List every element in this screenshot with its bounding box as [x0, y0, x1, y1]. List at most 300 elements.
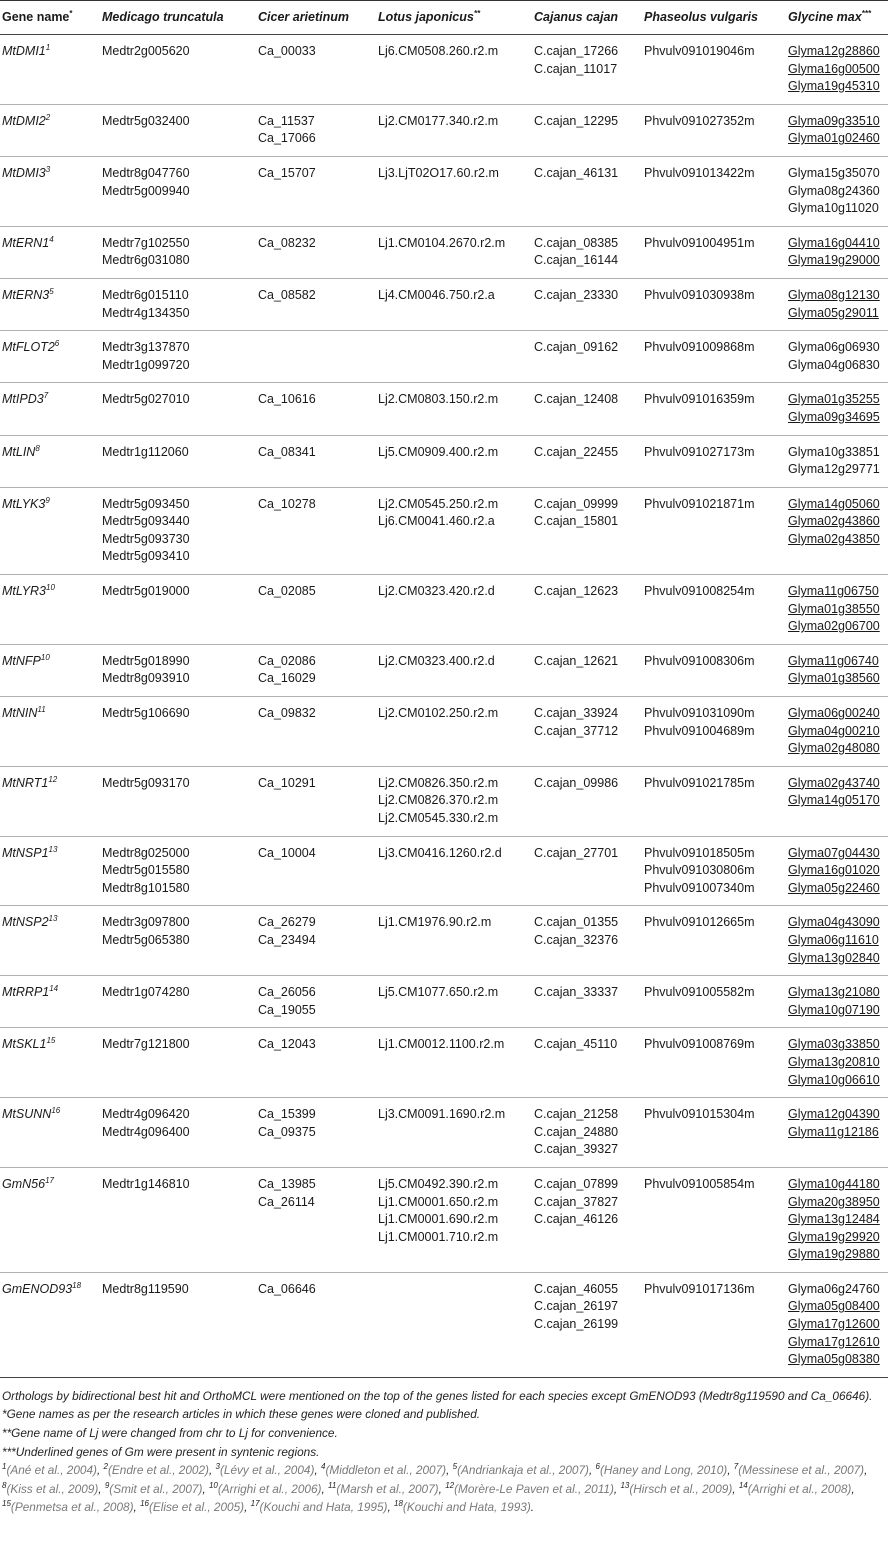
gene-id: Phvulv091005854m [644, 1176, 755, 1191]
gene-id: Medtr5g019000 [102, 584, 190, 599]
gene-name: MtNSP2 [2, 915, 49, 930]
gene-name-cell [0, 1272, 98, 1377]
glycine-cell [784, 487, 888, 574]
table-row [0, 644, 888, 696]
glycine-cell [784, 435, 888, 487]
gene-id: Lj6.CM0041.460.r2.a [378, 514, 495, 529]
gene-id: Lj5.CM1077.650.r2.m [378, 985, 499, 1000]
gene-id: Phvulv091021871m [644, 496, 755, 511]
gene-id: Ca_08582 [258, 287, 316, 302]
gene-name: MtDMI1 [2, 44, 46, 58]
medicago-cell [98, 976, 254, 1028]
medicago-cell [98, 766, 254, 836]
gene-id: Medtr7g121800 [102, 1037, 190, 1052]
gene-id: Medtr5g065380 [102, 932, 190, 947]
gene-id: Lj5.CM0909.400.r2.m [378, 444, 499, 459]
medicago-cell [98, 836, 254, 906]
header-lotus: Lotus japonicus** [374, 1, 530, 35]
gene-id: Ca_09832 [258, 706, 316, 721]
medicago-cell [98, 383, 254, 435]
reference-item [216, 1463, 315, 1477]
table-row [0, 766, 888, 836]
medicago-cell [98, 1028, 254, 1098]
phaseolus-cell [640, 156, 784, 226]
gene-id: Medtr5g093170 [102, 775, 190, 790]
gene-id: Ca_16029 [258, 671, 316, 686]
gene-id: Lj2.CM0323.400.r2.d [378, 653, 495, 668]
table-row [0, 906, 888, 976]
reference-number: 7 [733, 1462, 739, 1472]
cicer-cell [254, 331, 374, 383]
gene-reference-number: 4 [49, 234, 54, 244]
gene-id: C.cajan_17266 [534, 44, 619, 58]
gene-id: Lj6.CM0508.260.r2.m [378, 44, 499, 58]
gene-id: Ca_08232 [258, 235, 316, 250]
gene-id: Phvulv091017136m [644, 1281, 755, 1296]
cajanus-cell [530, 156, 640, 226]
reference-citation: (Lévy et al., 2004) [219, 1463, 315, 1478]
gene-id: Medtr1g112060 [102, 444, 189, 459]
gene-id: C.cajan_21258 [534, 1107, 619, 1122]
gene-id: Glyma03g33850 [788, 1037, 880, 1052]
phaseolus-cell [640, 836, 784, 906]
glycine-cell [784, 1272, 888, 1377]
gene-name-cell [0, 906, 98, 976]
cajanus-cell [530, 976, 640, 1028]
gene-id: Lj5.CM0492.390.r2.m [378, 1176, 499, 1191]
gene-id: Glyma17g12610 [788, 1334, 880, 1349]
gene-id: Medtr4g096420 [102, 1107, 190, 1122]
gene-reference-number: 17 [45, 1175, 54, 1185]
gene-reference-number: 13 [48, 844, 58, 854]
gene-id: C.cajan_37827 [534, 1194, 619, 1209]
note-lotus: **Gene name of Lj were changed from chr to Lj for convenience. [2, 1426, 338, 1441]
reference-item [620, 1482, 732, 1496]
header-cicer: Cicer arietinum [254, 1, 374, 35]
reference-citation: (Kiss et al., 2009) [6, 1481, 99, 1496]
gene-id: C.cajan_12623 [534, 584, 619, 599]
gene-id: Medtr8g025000 [102, 845, 190, 860]
phaseolus-cell [640, 1272, 784, 1377]
gene-id: Lj2.CM0323.420.r2.d [378, 584, 495, 599]
gene-id: Lj2.CM0826.370.r2.m [378, 793, 499, 808]
gene-id: Glyma11g06750 [788, 584, 879, 599]
cajanus-cell [530, 35, 640, 105]
lotus-cell [374, 697, 530, 767]
gene-id: Medtr8g093910 [102, 671, 190, 686]
gene-id: Glyma04g00210 [788, 723, 880, 738]
gene-id: Ca_12043 [258, 1037, 316, 1052]
cajanus-cell [530, 644, 640, 696]
gene-id: Glyma02g48080 [788, 741, 880, 756]
reference-number: 17 [250, 1499, 260, 1509]
gene-id: C.cajan_08385 [534, 235, 619, 250]
gene-id: Medtr8g101580 [102, 880, 190, 895]
gene-name: MtNFP [2, 653, 41, 668]
gene-name: MtRRP1 [2, 985, 50, 1000]
lotus-cell [374, 156, 530, 226]
gene-reference-number: 14 [49, 984, 59, 993]
cajanus-cell [530, 487, 640, 574]
header-glycine: Glycine max*** [784, 1, 888, 35]
gene-id: Glyma20g38950 [788, 1194, 880, 1209]
cicer-cell [254, 836, 374, 906]
gene-id: Ca_06646 [258, 1281, 316, 1296]
cajanus-cell [530, 836, 640, 906]
reference-number: 16 [140, 1499, 149, 1509]
table-row [0, 697, 888, 767]
cajanus-cell [530, 226, 640, 278]
gene-id: Glyma05g08400 [788, 1299, 880, 1314]
reference-number: 13 [620, 1480, 630, 1490]
gene-id: Glyma17g12600 [788, 1317, 880, 1332]
lotus-cell [374, 644, 530, 696]
gene-id: C.cajan_12295 [534, 113, 619, 128]
gene-id: Glyma06g24760 [788, 1281, 880, 1296]
header-row [0, 1, 888, 35]
phaseolus-cell [640, 104, 784, 156]
gene-id: Glyma05g22460 [788, 880, 880, 895]
note-gene-names: *Gene names as per the research articles in which these genes were cloned and published. [2, 1407, 481, 1422]
cicer-cell [254, 226, 374, 278]
lotus-cell [374, 35, 530, 105]
gene-id: Phvulv091005582m [644, 985, 755, 1000]
gene-id: C.cajan_27701 [534, 845, 619, 860]
gene-reference-number: 10 [40, 652, 50, 662]
gene-name-cell [0, 35, 98, 105]
gene-id: Phvulv091007340m [644, 880, 755, 895]
glycine-cell [784, 104, 888, 156]
gene-id: C.cajan_12408 [534, 392, 619, 407]
gene-name: MtDMI3 [2, 165, 46, 180]
lotus-cell [374, 976, 530, 1028]
gene-id: Glyma19g29000 [788, 253, 880, 268]
reference-item [734, 1463, 864, 1477]
gene-id: Medtr3g137870 [102, 340, 190, 355]
gene-reference-number: 6 [54, 338, 60, 348]
reference-item [2, 1500, 134, 1514]
reference-citation: (Hirsch et al., 2009) [629, 1481, 733, 1496]
gene-id: Glyma09g33510 [788, 113, 880, 128]
reference-item [739, 1482, 852, 1496]
gene-id: Medtr6g015110 [102, 287, 189, 302]
gene-id: Ca_10616 [258, 392, 316, 407]
reference-citation: (Kouchi and Hata, 1993) [402, 1500, 531, 1515]
note-orthologs: Orthologs by bidirectional best hit and OrthoMCL were mentioned on the top of the genes listed for each species except GmENOD93 (Medtr8g119590 and Ca_06646). [2, 1388, 873, 1403]
gene-id: Ca_13985 [258, 1176, 316, 1191]
table-row [0, 278, 888, 330]
gene-id: Ca_26279 [258, 915, 316, 930]
table-row [0, 35, 888, 105]
gene-id: Lj1.CM0001.650.r2.m [378, 1194, 499, 1209]
medicago-cell [98, 487, 254, 574]
gene-id: Medtr7g102550 [102, 235, 190, 250]
reference-citation: (Endre et al., 2002) [107, 1463, 209, 1478]
gene-id: Phvulv091019046m [644, 44, 755, 58]
gene-id: Ca_11537 [258, 113, 315, 128]
gene-id: Glyma11g12186 [788, 1124, 879, 1139]
gene-id: Lj2.CM0545.330.r2.m [378, 811, 499, 825]
gene-id: Glyma14g05060 [788, 496, 880, 511]
table-row [0, 226, 888, 278]
gene-reference-number: 12 [48, 774, 58, 784]
gene-id: Glyma13g21080 [788, 985, 880, 1000]
gene-id: Glyma06g11610 [788, 932, 879, 947]
gene-id: Glyma02g43850 [788, 531, 880, 546]
gene-name: MtERN3 [2, 287, 50, 302]
glycine-cell [784, 35, 888, 105]
reference-citation: (Elise et al., 2005) [149, 1500, 245, 1515]
medicago-cell [98, 104, 254, 156]
gene-id: Glyma12g29771 [788, 462, 880, 477]
gene-id: Glyma07g04430 [788, 845, 880, 860]
phaseolus-cell [640, 331, 784, 383]
gene-id: Phvulv091030806m [644, 863, 755, 878]
phaseolus-cell [640, 1098, 784, 1168]
gene-id: Glyma08g24360 [788, 183, 880, 198]
lotus-cell [374, 331, 530, 383]
reference-citation: (Haney and Long, 2010) [599, 1463, 728, 1478]
gene-id: Glyma14g05170 [788, 793, 880, 808]
phaseolus-cell [640, 435, 784, 487]
gene-id: Glyma08g12130 [788, 287, 880, 302]
gene-id: Phvulv091016359m [644, 392, 755, 407]
gene-id: Lj2.CM0803.150.r2.m [378, 392, 499, 407]
gene-reference-number: 3 [45, 164, 51, 174]
cicer-cell [254, 906, 374, 976]
medicago-cell [98, 331, 254, 383]
reference-list: $^1$(Ané et al., 2004), $^2$(Endre et al., 2002), $^3$(Lévy et al., 2004), $^4$(Middleton et al., 2007), $^5$(Andriankaja et al., 2007), $^6$(Haney and Long, 2010), $^7$(Messinese et al., 2007), $^8$(Kiss et al., 2009), $^9$(Smit et al., 2007), $^{10}$(Arrighi et al., 2006), $^{11}$(Marsh et al., 2007), $^{12}$(Morère-Le Paven et al., 2011), $^{13}$(Hirsch et al., 2009), $^{14}$(Arrighi et al., 2008), $^{15}$(Penmetsa et al., 2008), $^{16}$(Elise et al., 2005), $^{17}$(Kouchi and Hata, 1995), $^{18}$(Kouchi and Hata, 1993). [2, 1462, 868, 1515]
gene-id: Medtr1g074280 [102, 985, 190, 1000]
gene-reference-number: 5 [49, 286, 54, 296]
reference-item [251, 1500, 388, 1514]
cicer-cell [254, 697, 374, 767]
cicer-cell [254, 278, 374, 330]
gene-id: Glyma12g28860 [788, 44, 880, 58]
gene-id: Ca_10278 [258, 496, 316, 511]
phaseolus-cell [640, 766, 784, 836]
lotus-cell [374, 1098, 530, 1168]
medicago-cell [98, 435, 254, 487]
cicer-cell [254, 435, 374, 487]
gene-id: Glyma10g44180 [788, 1176, 880, 1191]
reference-item [209, 1482, 322, 1496]
medicago-cell [98, 1098, 254, 1168]
gene-id: Glyma10g06610 [788, 1072, 880, 1087]
gene-name: MtNRT1 [2, 775, 49, 790]
gene-id: Medtr5g032400 [102, 113, 190, 128]
gene-id: Medtr5g027010 [102, 392, 190, 407]
glycine-cell [784, 575, 888, 645]
gene-id: Medtr4g096400 [102, 1124, 190, 1139]
reference-number: 1 [2, 1462, 7, 1472]
gene-reference-number: 18 [72, 1280, 82, 1290]
header-medicago: Medicago truncatula [98, 1, 254, 35]
reference-item [2, 1463, 97, 1477]
phaseolus-cell [640, 644, 784, 696]
header-gene-name: Gene name* [0, 1, 98, 35]
gene-name: MtLYR3 [2, 584, 47, 599]
gene-name: MtERN1 [2, 235, 50, 250]
cicer-cell [254, 1272, 374, 1377]
lotus-cell [374, 906, 530, 976]
gene-id: Glyma16g01020 [788, 863, 880, 878]
gene-id: Lj3.LjT02O17.60.r2.m [378, 165, 499, 180]
gene-id: C.cajan_07899 [534, 1176, 619, 1191]
table-notes [0, 1378, 888, 1517]
gene-id: C.cajan_46131 [534, 165, 619, 180]
gene-name-cell [0, 156, 98, 226]
gene-id: C.cajan_11017 [534, 61, 618, 76]
gene-id: Glyma13g02840 [788, 950, 880, 965]
lotus-cell [374, 278, 530, 330]
table-row [0, 156, 888, 226]
gene-id: Lj1.CM0001.690.r2.m [378, 1212, 499, 1227]
lotus-cell [374, 487, 530, 574]
reference-citation: (Marsh et al., 2007) [336, 1481, 439, 1496]
cicer-cell [254, 1167, 374, 1272]
medicago-cell [98, 644, 254, 696]
table-row [0, 976, 888, 1028]
gene-id: Medtr5g009940 [102, 183, 190, 198]
gene-reference-number: 1 [45, 42, 51, 52]
lotus-cell [374, 575, 530, 645]
cajanus-cell [530, 697, 640, 767]
medicago-cell [98, 278, 254, 330]
glycine-cell [784, 1098, 888, 1168]
table-row [0, 383, 888, 435]
cajanus-cell [530, 104, 640, 156]
gene-id: Glyma04g43090 [788, 915, 880, 930]
gene-id: Glyma02g43860 [788, 514, 880, 529]
glycine-cell [784, 1028, 888, 1098]
reference-citation: (Kouchi and Hata, 1995) [259, 1500, 388, 1515]
reference-number: 4 [320, 1462, 326, 1472]
gene-id: Medtr8g119590 [102, 1281, 189, 1296]
gene-id: Lj1.CM0104.2670.r2.m [378, 235, 506, 250]
gene-name: MtLYK3 [2, 496, 46, 511]
gene-id: Glyma13g20810 [788, 1054, 880, 1069]
lotus-cell [374, 1167, 530, 1272]
gene-name-cell [0, 644, 98, 696]
phaseolus-cell [640, 226, 784, 278]
cicer-cell [254, 644, 374, 696]
medicago-cell [98, 697, 254, 767]
gene-id: C.cajan_09162 [534, 340, 619, 355]
gene-name-cell [0, 104, 98, 156]
gene-id: Medtr5g093730 [102, 531, 190, 546]
reference-number: 6 [595, 1462, 600, 1472]
gene-id: Ca_23494 [258, 932, 316, 947]
gene-id: Ca_08341 [258, 444, 316, 459]
cajanus-cell [530, 278, 640, 330]
gene-name-cell [0, 836, 98, 906]
gene-id: C.cajan_33337 [534, 985, 619, 1000]
gene-id: Phvulv091015304m [644, 1107, 755, 1122]
gene-id: Lj3.CM0416.1260.r2.d [378, 845, 502, 860]
cajanus-cell [530, 1028, 640, 1098]
medicago-cell [98, 35, 254, 105]
table-row [0, 487, 888, 574]
lotus-cell [374, 766, 530, 836]
gene-id: Lj2.CM0545.250.r2.m [378, 496, 499, 511]
gene-name: MtDMI2 [2, 113, 46, 128]
table-row [0, 575, 888, 645]
gene-name: GmENOD93 [2, 1281, 73, 1296]
reference-citation: (Ané et al., 2004) [6, 1463, 97, 1478]
reference-number: 14 [738, 1480, 748, 1490]
table-row [0, 1028, 888, 1098]
gene-name-cell [0, 331, 98, 383]
gene-id: Glyma15g35070 [788, 165, 880, 180]
gene-reference-number: 10 [46, 582, 55, 592]
lotus-cell [374, 836, 530, 906]
reference-citation: (Arrighi et al., 2006) [217, 1481, 322, 1496]
gene-id: Ca_15707 [258, 165, 316, 180]
medicago-cell [98, 1167, 254, 1272]
gene-id: C.cajan_33924 [534, 706, 619, 721]
glycine-cell [784, 383, 888, 435]
gene-id: Glyma16g04410 [788, 235, 880, 250]
reference-number: 10 [208, 1480, 218, 1490]
gene-id: C.cajan_32376 [534, 932, 619, 947]
reference-item [445, 1482, 614, 1496]
gene-id: C.cajan_24880 [534, 1124, 619, 1139]
gene-id: Glyma05g29011 [788, 305, 879, 320]
gene-id: C.cajan_01355 [534, 915, 619, 930]
reference-number: 5 [452, 1462, 458, 1472]
gene-id: Lj2.CM0102.250.r2.m [378, 706, 499, 721]
table-row [0, 1098, 888, 1168]
gene-id: Phvulv091004951m [644, 235, 755, 250]
reference-citation: (Middleton et al., 2007) [325, 1463, 447, 1478]
gene-id: Ca_17066 [258, 131, 316, 146]
reference-number: 12 [445, 1480, 455, 1490]
glycine-cell [784, 976, 888, 1028]
gene-name-cell [0, 766, 98, 836]
gene-id: Phvulv091021785m [644, 775, 755, 790]
gene-id: Medtr6g031080 [102, 253, 190, 268]
gene-id: Ca_26114 [258, 1194, 315, 1209]
gene-id: Glyma04g06830 [788, 357, 880, 372]
cicer-cell [254, 35, 374, 105]
phaseolus-cell [640, 35, 784, 105]
cajanus-cell [530, 1272, 640, 1377]
cicer-cell [254, 575, 374, 645]
gene-id: Glyma16g00500 [788, 61, 880, 76]
cajanus-cell [530, 383, 640, 435]
gene-id: Medtr3g097800 [102, 915, 190, 930]
gene-id: Medtr5g015580 [102, 863, 190, 878]
glycine-cell [784, 331, 888, 383]
lotus-cell [374, 226, 530, 278]
glycine-cell [784, 766, 888, 836]
gene-id: Lj2.CM0826.350.r2.m [378, 775, 499, 790]
gene-id: Phvulv091013422m [644, 165, 755, 180]
cajanus-cell [530, 331, 640, 383]
reference-number: 9 [104, 1480, 110, 1490]
gene-name-cell [0, 226, 98, 278]
gene-reference-number: 2 [45, 112, 51, 122]
gene-id: Ca_02085 [258, 584, 316, 599]
gene-id: C.cajan_45110 [534, 1037, 618, 1052]
gene-name-cell [0, 1098, 98, 1168]
gene-id: C.cajan_09986 [534, 775, 619, 790]
table-row [0, 836, 888, 906]
glycine-cell [784, 278, 888, 330]
phaseolus-cell [640, 1167, 784, 1272]
gene-id: Ca_09375 [258, 1124, 316, 1139]
